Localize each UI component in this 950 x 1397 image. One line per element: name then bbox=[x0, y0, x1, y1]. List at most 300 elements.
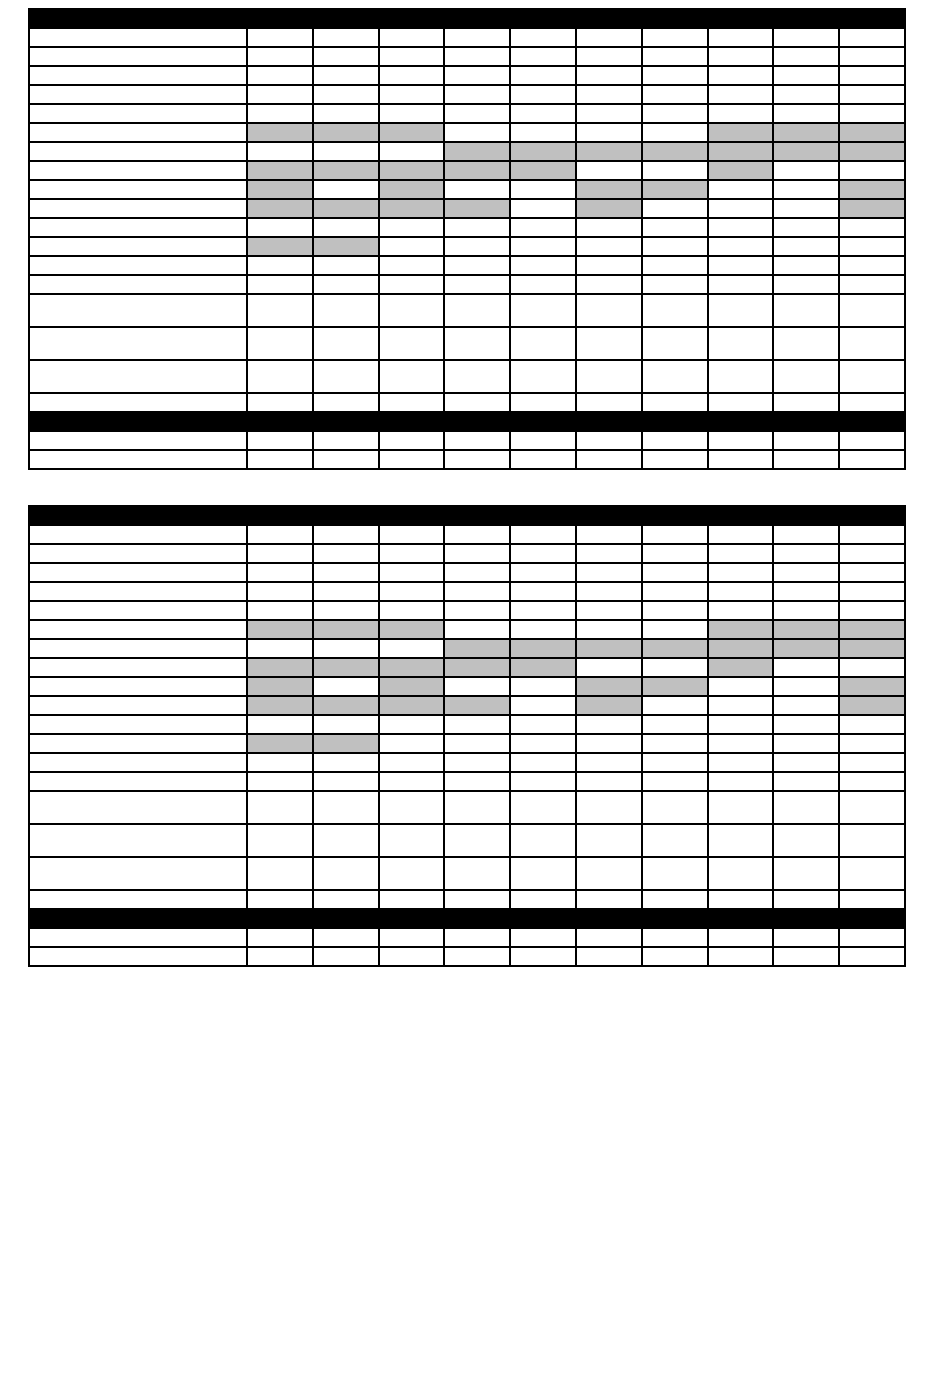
empty-cell bbox=[773, 582, 839, 601]
table-row bbox=[29, 525, 905, 544]
empty-cell bbox=[379, 857, 445, 890]
empty-cell bbox=[510, 47, 576, 66]
empty-cell bbox=[708, 947, 774, 966]
empty-cell bbox=[576, 123, 642, 142]
shaded-cell bbox=[642, 677, 708, 696]
table-row bbox=[29, 47, 905, 66]
empty-cell bbox=[839, 237, 905, 256]
header-bar-cell bbox=[29, 412, 905, 431]
table-row bbox=[29, 123, 905, 142]
empty-cell bbox=[642, 734, 708, 753]
empty-cell bbox=[247, 601, 313, 620]
shaded-cell bbox=[313, 123, 379, 142]
shaded-cell bbox=[313, 696, 379, 715]
empty-cell bbox=[576, 85, 642, 104]
empty-cell bbox=[379, 28, 445, 47]
empty-cell bbox=[839, 104, 905, 123]
empty-cell bbox=[247, 28, 313, 47]
empty-cell bbox=[708, 450, 774, 469]
empty-cell bbox=[379, 582, 445, 601]
empty-cell bbox=[247, 327, 313, 360]
empty-cell bbox=[642, 161, 708, 180]
shaded-cell bbox=[379, 620, 445, 639]
empty-cell bbox=[510, 199, 576, 218]
empty-cell bbox=[510, 123, 576, 142]
empty-cell bbox=[379, 47, 445, 66]
empty-cell bbox=[510, 360, 576, 393]
shaded-cell bbox=[313, 161, 379, 180]
empty-cell bbox=[708, 677, 774, 696]
table-row bbox=[29, 431, 905, 450]
table-row bbox=[29, 85, 905, 104]
shaded-cell bbox=[247, 123, 313, 142]
empty-cell bbox=[642, 237, 708, 256]
empty-cell bbox=[510, 66, 576, 85]
empty-cell bbox=[247, 753, 313, 772]
empty-cell bbox=[444, 857, 510, 890]
table-row bbox=[29, 696, 905, 715]
row-label-cell bbox=[29, 947, 247, 966]
empty-cell bbox=[642, 753, 708, 772]
empty-cell bbox=[839, 85, 905, 104]
empty-cell bbox=[642, 715, 708, 734]
empty-cell bbox=[510, 772, 576, 791]
shaded-cell bbox=[708, 620, 774, 639]
empty-cell bbox=[247, 824, 313, 857]
shaded-cell bbox=[247, 734, 313, 753]
shaded-cell bbox=[247, 237, 313, 256]
empty-cell bbox=[379, 393, 445, 412]
header-bar-cell bbox=[29, 506, 905, 525]
table-row bbox=[29, 180, 905, 199]
row-label-cell bbox=[29, 218, 247, 237]
empty-cell bbox=[773, 180, 839, 199]
table-row bbox=[29, 947, 905, 966]
row-label-cell bbox=[29, 199, 247, 218]
row-label-cell bbox=[29, 47, 247, 66]
empty-cell bbox=[773, 85, 839, 104]
empty-cell bbox=[773, 791, 839, 824]
empty-cell bbox=[510, 28, 576, 47]
empty-cell bbox=[642, 696, 708, 715]
empty-cell bbox=[247, 639, 313, 658]
empty-cell bbox=[313, 753, 379, 772]
empty-cell bbox=[839, 772, 905, 791]
table-row bbox=[29, 294, 905, 327]
row-label-cell bbox=[29, 360, 247, 393]
empty-cell bbox=[576, 237, 642, 256]
empty-cell bbox=[379, 327, 445, 360]
table-row bbox=[29, 142, 905, 161]
empty-cell bbox=[773, 28, 839, 47]
empty-cell bbox=[708, 824, 774, 857]
row-label-cell bbox=[29, 715, 247, 734]
empty-cell bbox=[313, 544, 379, 563]
empty-cell bbox=[642, 824, 708, 857]
empty-cell bbox=[839, 393, 905, 412]
empty-cell bbox=[313, 218, 379, 237]
empty-cell bbox=[642, 582, 708, 601]
empty-cell bbox=[839, 275, 905, 294]
row-label-cell bbox=[29, 658, 247, 677]
shaded-cell bbox=[444, 658, 510, 677]
empty-cell bbox=[247, 947, 313, 966]
empty-cell bbox=[444, 431, 510, 450]
empty-cell bbox=[839, 256, 905, 275]
empty-cell bbox=[510, 601, 576, 620]
row-label-cell bbox=[29, 857, 247, 890]
empty-cell bbox=[708, 393, 774, 412]
table-row bbox=[29, 734, 905, 753]
empty-cell bbox=[510, 677, 576, 696]
empty-cell bbox=[839, 327, 905, 360]
shaded-cell bbox=[708, 658, 774, 677]
table-row bbox=[29, 66, 905, 85]
empty-cell bbox=[576, 753, 642, 772]
shaded-cell bbox=[773, 620, 839, 639]
empty-cell bbox=[379, 601, 445, 620]
empty-cell bbox=[773, 256, 839, 275]
row-label-cell bbox=[29, 104, 247, 123]
empty-cell bbox=[379, 85, 445, 104]
empty-cell bbox=[313, 890, 379, 909]
empty-cell bbox=[510, 890, 576, 909]
empty-cell bbox=[642, 199, 708, 218]
empty-cell bbox=[313, 393, 379, 412]
empty-cell bbox=[510, 696, 576, 715]
empty-cell bbox=[708, 180, 774, 199]
empty-cell bbox=[313, 677, 379, 696]
empty-cell bbox=[379, 772, 445, 791]
empty-cell bbox=[379, 824, 445, 857]
shaded-cell bbox=[708, 123, 774, 142]
empty-cell bbox=[379, 360, 445, 393]
empty-cell bbox=[708, 563, 774, 582]
empty-cell bbox=[773, 677, 839, 696]
empty-cell bbox=[576, 544, 642, 563]
empty-cell bbox=[247, 275, 313, 294]
row-label-cell bbox=[29, 677, 247, 696]
row-label-cell bbox=[29, 772, 247, 791]
empty-cell bbox=[313, 180, 379, 199]
row-label-cell bbox=[29, 237, 247, 256]
shaded-cell bbox=[247, 161, 313, 180]
shaded-cell bbox=[313, 734, 379, 753]
table-row bbox=[29, 772, 905, 791]
empty-cell bbox=[247, 563, 313, 582]
header-bar bbox=[29, 506, 905, 525]
empty-cell bbox=[773, 161, 839, 180]
empty-cell bbox=[510, 947, 576, 966]
empty-cell bbox=[708, 275, 774, 294]
empty-cell bbox=[444, 28, 510, 47]
empty-cell bbox=[576, 66, 642, 85]
empty-cell bbox=[576, 620, 642, 639]
empty-cell bbox=[773, 715, 839, 734]
empty-cell bbox=[839, 544, 905, 563]
empty-cell bbox=[773, 525, 839, 544]
empty-cell bbox=[773, 327, 839, 360]
empty-cell bbox=[642, 544, 708, 563]
empty-cell bbox=[642, 563, 708, 582]
empty-cell bbox=[708, 85, 774, 104]
empty-cell bbox=[510, 824, 576, 857]
header-bar-cell bbox=[29, 9, 905, 28]
empty-cell bbox=[708, 753, 774, 772]
table-row bbox=[29, 658, 905, 677]
empty-cell bbox=[313, 28, 379, 47]
table-row bbox=[29, 928, 905, 947]
empty-cell bbox=[444, 601, 510, 620]
empty-cell bbox=[839, 525, 905, 544]
shaded-cell bbox=[839, 142, 905, 161]
empty-cell bbox=[576, 658, 642, 677]
row-label-cell bbox=[29, 928, 247, 947]
empty-cell bbox=[247, 142, 313, 161]
empty-cell bbox=[444, 123, 510, 142]
row-label-cell bbox=[29, 563, 247, 582]
empty-cell bbox=[642, 601, 708, 620]
shaded-cell bbox=[247, 620, 313, 639]
empty-cell bbox=[773, 947, 839, 966]
empty-cell bbox=[642, 28, 708, 47]
empty-cell bbox=[247, 104, 313, 123]
empty-cell bbox=[576, 601, 642, 620]
row-label-cell bbox=[29, 161, 247, 180]
empty-cell bbox=[839, 658, 905, 677]
empty-cell bbox=[642, 890, 708, 909]
empty-cell bbox=[773, 393, 839, 412]
empty-cell bbox=[576, 824, 642, 857]
empty-cell bbox=[247, 857, 313, 890]
row-label-cell bbox=[29, 791, 247, 824]
table-row bbox=[29, 275, 905, 294]
empty-cell bbox=[773, 753, 839, 772]
empty-cell bbox=[708, 928, 774, 947]
empty-cell bbox=[379, 715, 445, 734]
empty-cell bbox=[444, 237, 510, 256]
shaded-cell bbox=[773, 639, 839, 658]
empty-cell bbox=[510, 237, 576, 256]
empty-cell bbox=[247, 256, 313, 275]
shaded-cell bbox=[313, 620, 379, 639]
empty-cell bbox=[247, 85, 313, 104]
empty-cell bbox=[313, 327, 379, 360]
empty-cell bbox=[576, 772, 642, 791]
empty-cell bbox=[708, 431, 774, 450]
empty-cell bbox=[773, 772, 839, 791]
empty-cell bbox=[313, 525, 379, 544]
shaded-cell bbox=[444, 696, 510, 715]
empty-cell bbox=[313, 928, 379, 947]
shaded-cell bbox=[576, 142, 642, 161]
empty-cell bbox=[839, 601, 905, 620]
header-bar bbox=[29, 412, 905, 431]
empty-cell bbox=[379, 237, 445, 256]
shaded-cell bbox=[379, 180, 445, 199]
shaded-cell bbox=[839, 639, 905, 658]
empty-cell bbox=[313, 857, 379, 890]
row-label-cell bbox=[29, 180, 247, 199]
empty-cell bbox=[773, 824, 839, 857]
empty-cell bbox=[444, 544, 510, 563]
empty-cell bbox=[379, 890, 445, 909]
shaded-cell bbox=[839, 180, 905, 199]
shaded-cell bbox=[247, 677, 313, 696]
row-label-cell bbox=[29, 256, 247, 275]
empty-cell bbox=[379, 563, 445, 582]
empty-cell bbox=[444, 256, 510, 275]
empty-cell bbox=[444, 66, 510, 85]
shaded-cell bbox=[247, 199, 313, 218]
empty-cell bbox=[576, 890, 642, 909]
table-row bbox=[29, 327, 905, 360]
empty-cell bbox=[379, 218, 445, 237]
empty-cell bbox=[773, 857, 839, 890]
empty-cell bbox=[379, 947, 445, 966]
empty-cell bbox=[379, 431, 445, 450]
table-row bbox=[29, 104, 905, 123]
shaded-cell bbox=[510, 142, 576, 161]
shaded-cell bbox=[444, 142, 510, 161]
empty-cell bbox=[247, 525, 313, 544]
empty-cell bbox=[379, 142, 445, 161]
empty-cell bbox=[313, 47, 379, 66]
empty-cell bbox=[313, 639, 379, 658]
empty-cell bbox=[708, 544, 774, 563]
empty-cell bbox=[510, 327, 576, 360]
empty-cell bbox=[313, 256, 379, 275]
empty-cell bbox=[642, 275, 708, 294]
empty-cell bbox=[444, 791, 510, 824]
shaded-cell bbox=[642, 639, 708, 658]
empty-cell bbox=[510, 525, 576, 544]
empty-cell bbox=[839, 66, 905, 85]
empty-cell bbox=[839, 928, 905, 947]
empty-cell bbox=[773, 696, 839, 715]
table-row bbox=[29, 715, 905, 734]
empty-cell bbox=[510, 753, 576, 772]
row-label-cell bbox=[29, 734, 247, 753]
empty-cell bbox=[839, 947, 905, 966]
empty-cell bbox=[313, 294, 379, 327]
empty-cell bbox=[642, 218, 708, 237]
empty-cell bbox=[708, 199, 774, 218]
empty-cell bbox=[576, 734, 642, 753]
empty-cell bbox=[313, 431, 379, 450]
empty-cell bbox=[510, 180, 576, 199]
empty-cell bbox=[576, 218, 642, 237]
empty-cell bbox=[839, 161, 905, 180]
row-label-cell bbox=[29, 450, 247, 469]
empty-cell bbox=[247, 450, 313, 469]
empty-cell bbox=[642, 928, 708, 947]
row-label-cell bbox=[29, 525, 247, 544]
shaded-cell bbox=[576, 180, 642, 199]
empty-cell bbox=[708, 525, 774, 544]
empty-cell bbox=[510, 85, 576, 104]
empty-cell bbox=[510, 563, 576, 582]
empty-cell bbox=[379, 104, 445, 123]
empty-cell bbox=[773, 199, 839, 218]
empty-cell bbox=[379, 450, 445, 469]
grid-table-1 bbox=[28, 8, 906, 470]
empty-cell bbox=[444, 450, 510, 469]
empty-cell bbox=[444, 47, 510, 66]
empty-cell bbox=[379, 275, 445, 294]
empty-cell bbox=[708, 104, 774, 123]
empty-cell bbox=[576, 104, 642, 123]
empty-cell bbox=[708, 772, 774, 791]
empty-cell bbox=[510, 294, 576, 327]
empty-cell bbox=[576, 857, 642, 890]
empty-cell bbox=[839, 791, 905, 824]
empty-cell bbox=[444, 753, 510, 772]
empty-cell bbox=[839, 28, 905, 47]
empty-cell bbox=[444, 85, 510, 104]
empty-cell bbox=[247, 294, 313, 327]
shaded-cell bbox=[642, 180, 708, 199]
empty-cell bbox=[510, 218, 576, 237]
empty-cell bbox=[642, 658, 708, 677]
empty-cell bbox=[379, 294, 445, 327]
empty-cell bbox=[708, 696, 774, 715]
empty-cell bbox=[839, 431, 905, 450]
empty-cell bbox=[773, 66, 839, 85]
empty-cell bbox=[642, 47, 708, 66]
empty-cell bbox=[576, 256, 642, 275]
empty-cell bbox=[708, 66, 774, 85]
row-label-cell bbox=[29, 753, 247, 772]
row-label-cell bbox=[29, 294, 247, 327]
empty-cell bbox=[708, 890, 774, 909]
empty-cell bbox=[444, 525, 510, 544]
empty-cell bbox=[576, 563, 642, 582]
empty-cell bbox=[839, 890, 905, 909]
empty-cell bbox=[708, 218, 774, 237]
empty-cell bbox=[576, 525, 642, 544]
empty-cell bbox=[313, 582, 379, 601]
empty-cell bbox=[313, 601, 379, 620]
empty-cell bbox=[708, 601, 774, 620]
empty-cell bbox=[247, 360, 313, 393]
empty-cell bbox=[576, 791, 642, 824]
empty-cell bbox=[510, 431, 576, 450]
empty-cell bbox=[773, 218, 839, 237]
empty-cell bbox=[839, 753, 905, 772]
empty-cell bbox=[576, 47, 642, 66]
empty-cell bbox=[773, 294, 839, 327]
empty-cell bbox=[379, 928, 445, 947]
empty-cell bbox=[313, 772, 379, 791]
shaded-cell bbox=[313, 237, 379, 256]
row-label-cell bbox=[29, 327, 247, 360]
empty-cell bbox=[839, 450, 905, 469]
shaded-cell bbox=[247, 180, 313, 199]
row-label-cell bbox=[29, 601, 247, 620]
row-label-cell bbox=[29, 393, 247, 412]
empty-cell bbox=[839, 857, 905, 890]
empty-cell bbox=[839, 824, 905, 857]
empty-cell bbox=[379, 256, 445, 275]
shaded-cell bbox=[708, 161, 774, 180]
table-row bbox=[29, 199, 905, 218]
empty-cell bbox=[379, 639, 445, 658]
empty-cell bbox=[247, 544, 313, 563]
shaded-cell bbox=[576, 677, 642, 696]
table-row bbox=[29, 28, 905, 47]
empty-cell bbox=[510, 450, 576, 469]
